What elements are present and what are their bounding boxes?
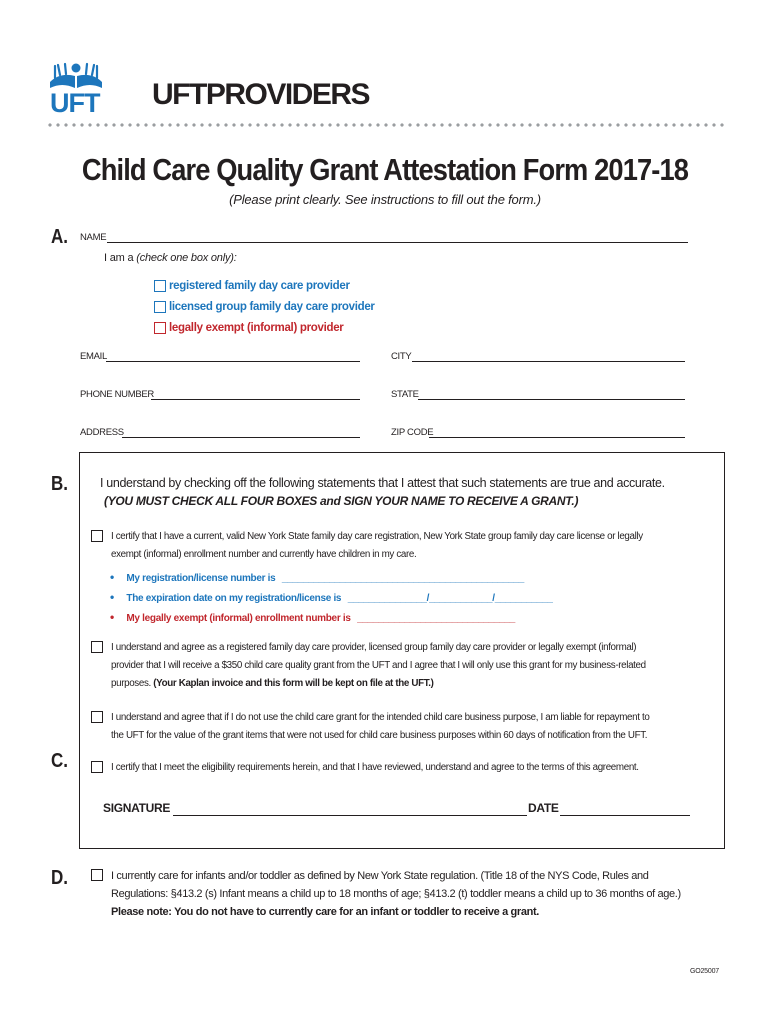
- legally-exempt-provider-checkbox[interactable]: [154, 322, 166, 334]
- uft-logo: [46, 62, 106, 118]
- email-input[interactable]: [106, 361, 360, 362]
- infant-toddler-note: Please note: You do not have to currently care for an infant or toddler to receive a grant.: [111, 906, 540, 918]
- infant-toddler-line-1: I currently care for infants and/or toddler as defined by New York State regulation. (Title 18 of the NYS Code, Rules and: [111, 870, 649, 882]
- zip-input[interactable]: [429, 437, 685, 438]
- city-input[interactable]: [412, 361, 685, 362]
- email-label: EMAIL: [80, 351, 108, 362]
- signature-label: SIGNATURE: [103, 801, 171, 815]
- registered-provider-label: registered family day care provider: [169, 280, 350, 292]
- address-label: ADDRESS: [80, 427, 124, 438]
- form-subtitle: (Please print clearly. See instructions to fill out the form.): [229, 192, 541, 207]
- statement-2-line-3: purposes. (Your Kaplan invoice and this form will be kept on file at the UFT.): [111, 678, 434, 689]
- eligibility-statement: I certify that I meet the eligibility requirements herein, and that I have reviewed, understand and agree to the terms of this agreement.: [111, 762, 639, 773]
- statement-3-line-2: the UFT for the value of the grant items that were not used for child care business purposes within 60 days of notification from the UFT.: [111, 730, 648, 741]
- bullet-icon: •: [110, 570, 114, 584]
- form-code: GO25007: [690, 968, 719, 975]
- statement-2-line-2: provider that I will receive a $350 child care quality grant from the UFT and I agree that I will only use this grant for my business-related: [111, 660, 646, 671]
- uft-logo-text: UFT: [50, 88, 100, 118]
- section-c-letter: C.: [51, 750, 68, 772]
- form-title: Child Care Quality Grant Attestation Form 2017-18: [81, 152, 689, 187]
- certify-eligibility-checkbox[interactable]: [91, 761, 103, 773]
- agree-grant-use-checkbox[interactable]: [91, 641, 103, 653]
- legally-exempt-provider-label: legally exempt (informal) provider: [169, 322, 344, 334]
- section-b-letter: B.: [51, 473, 68, 495]
- uft-providers-logo: UFTPROVIDERS: [152, 78, 370, 111]
- registered-provider-checkbox[interactable]: [154, 280, 166, 292]
- registration-number-input[interactable]: [302, 582, 650, 583]
- phone-label: PHONE NUMBER: [80, 389, 154, 400]
- statement-1-line-2: exempt (informal) enrollment number and currently have children in my care.: [111, 549, 417, 560]
- state-label: STATE: [391, 389, 419, 400]
- attestation-intro: I understand by checking off the following statements that I attest that such statements are true and accurate.: [100, 476, 665, 490]
- licensed-group-provider-checkbox[interactable]: [154, 301, 166, 313]
- certify-registration-checkbox[interactable]: [91, 530, 103, 542]
- agree-repayment-checkbox[interactable]: [91, 711, 103, 723]
- section-d-letter: D.: [51, 867, 68, 889]
- signature-input[interactable]: [173, 815, 527, 816]
- zip-label: ZIP CODE: [391, 427, 434, 438]
- section-a-letter: A.: [51, 226, 68, 248]
- exempt-enrollment-row: • My legally exempt (informal) enrollment number is ______________________________: [110, 610, 515, 624]
- date-label: DATE: [528, 801, 559, 815]
- dotted-divider: [46, 123, 726, 127]
- address-input[interactable]: [122, 437, 360, 438]
- statement-3-line-1: I understand and agree that if I do not use the child care grant for the intended child care business purpose, I am liable for repayment to: [111, 712, 650, 723]
- licensed-group-provider-label: licensed group family day care provider: [169, 301, 375, 313]
- attestation-instruction: (YOU MUST CHECK ALL FOUR BOXES and SIGN YOUR NAME TO RECEIVE A GRANT.): [104, 494, 579, 508]
- bullet-icon: •: [110, 610, 114, 624]
- provider-type-prompt: I am a (check one box only):: [104, 252, 237, 264]
- expiration-date-input[interactable]: [372, 602, 644, 603]
- expiration-date-row: • The expiration date on my registration/license is _______________/____________/___________: [110, 590, 553, 604]
- infant-toddler-care-checkbox[interactable]: [91, 869, 103, 881]
- city-label: CITY: [391, 351, 412, 362]
- statement-1-line-1: I certify that I have a current, valid New York State family day care registration, New York State group family day care license or legally: [111, 531, 643, 542]
- bullet-icon: •: [110, 590, 114, 604]
- infant-toddler-line-2: Regulations: §413.2 (s) Infant means a child up to 18 months of age; §413.2 (t) toddler means a child up to 36 months of age.): [111, 888, 681, 900]
- date-input[interactable]: [560, 815, 690, 816]
- name-field-label: NAME: [80, 232, 107, 243]
- phone-input[interactable]: [151, 399, 360, 400]
- state-input[interactable]: [418, 399, 685, 400]
- registration-number-row: • My registration/license number is ______________________________________________: [110, 570, 524, 584]
- statement-2-line-1: I understand and agree as a registered family day care provider, licensed group family day care provider or legally exempt (informal): [111, 642, 637, 653]
- exempt-enrollment-input[interactable]: [381, 622, 647, 623]
- name-input[interactable]: [107, 242, 688, 243]
